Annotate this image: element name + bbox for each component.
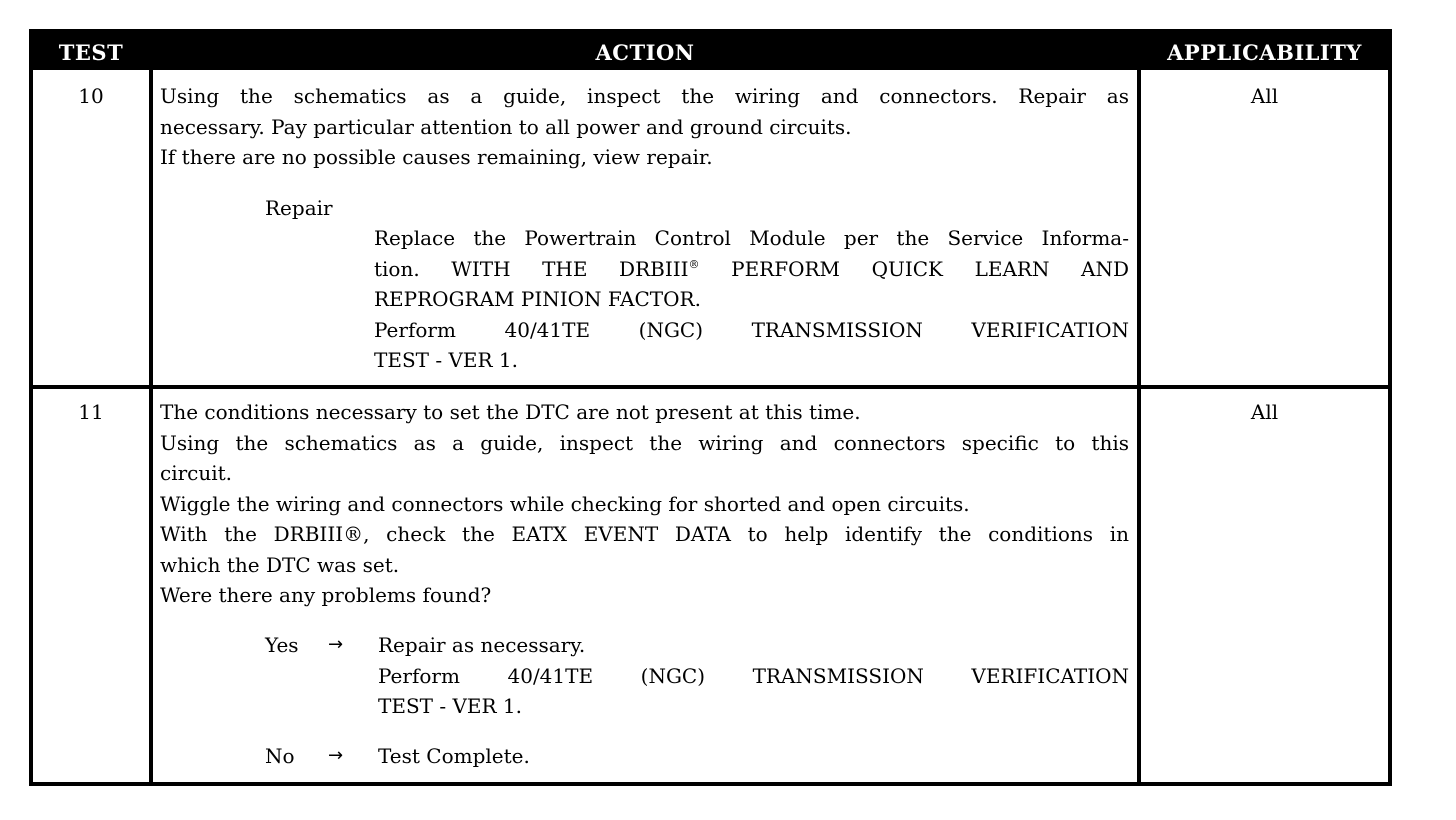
applicability-value: All [1250,84,1279,108]
repair-label: Repair [265,196,333,220]
action-line: The conditions necessary to set the DTC are not present at this time. [160,400,861,424]
row-divider [33,385,1388,389]
diagnostic-table [29,29,1392,786]
repair-line: Perform 40/41TE (NGC) TRANSMISSION VERIFICATION [374,317,1129,342]
action-line: If there are no possible causes remaining, view repair. [160,145,713,169]
yes-line: TEST - VER 1. [378,694,522,718]
repair-line [374,254,1129,285]
action-line: With the DRBIII®, check the EATX EVENT DATA to help identify the conditions in [160,522,1129,546]
repair-text: tion. WITH THE DRBIII [374,256,689,281]
yes-label: Yes [265,633,299,657]
yes-line: Repair as necessary. [378,633,586,657]
registered-mark: ® [688,257,700,271]
action-line: Wiggle the wiring and connectors while checking for shorted and open circuits. [160,491,970,516]
action-line: Using the schematics as a guide, inspect the wiring and connectors specific to this [160,430,1129,455]
yes-line: Perform 40/41TE (NGC) TRANSMISSION VERIFICATION [378,663,1129,688]
right-arrow-icon: → [328,745,344,766]
table-header-row [33,33,1388,70]
applicability-value: All [1250,400,1279,424]
column-divider [149,70,153,782]
action-paragraph [160,397,1129,611]
action-line: Were there any problems found? [160,583,492,607]
test-number: 11 [78,400,104,424]
action-line: Using the schematics as a guide, inspect the wiring and connectors. Repair as [160,84,1129,108]
action-paragraph [160,81,1129,173]
no-label: No [265,744,295,768]
action-line: which the DTC was set. [160,552,400,577]
header-test: TEST [58,40,124,65]
right-arrow-icon: → [328,634,344,655]
header-action: ACTION [595,40,695,65]
no-line: Test Complete. [378,744,530,768]
repair-text: PERFORM QUICK LEARN AND [731,256,1129,281]
test-number: 10 [78,84,104,108]
repair-line: TEST - VER 1. [374,348,518,372]
header-applicability: APPLICABILITY [1167,40,1362,65]
repair-line: Replace the Powertrain Control Module per the Service Informa- [374,226,1129,250]
yes-block [378,630,1129,722]
repair-block [374,223,1129,376]
action-line: circuit. [160,461,233,485]
action-line: necessary. Pay particular attention to all power and ground circuits. [160,114,852,139]
repair-line: REPROGRAM PINION FACTOR. [374,287,701,311]
